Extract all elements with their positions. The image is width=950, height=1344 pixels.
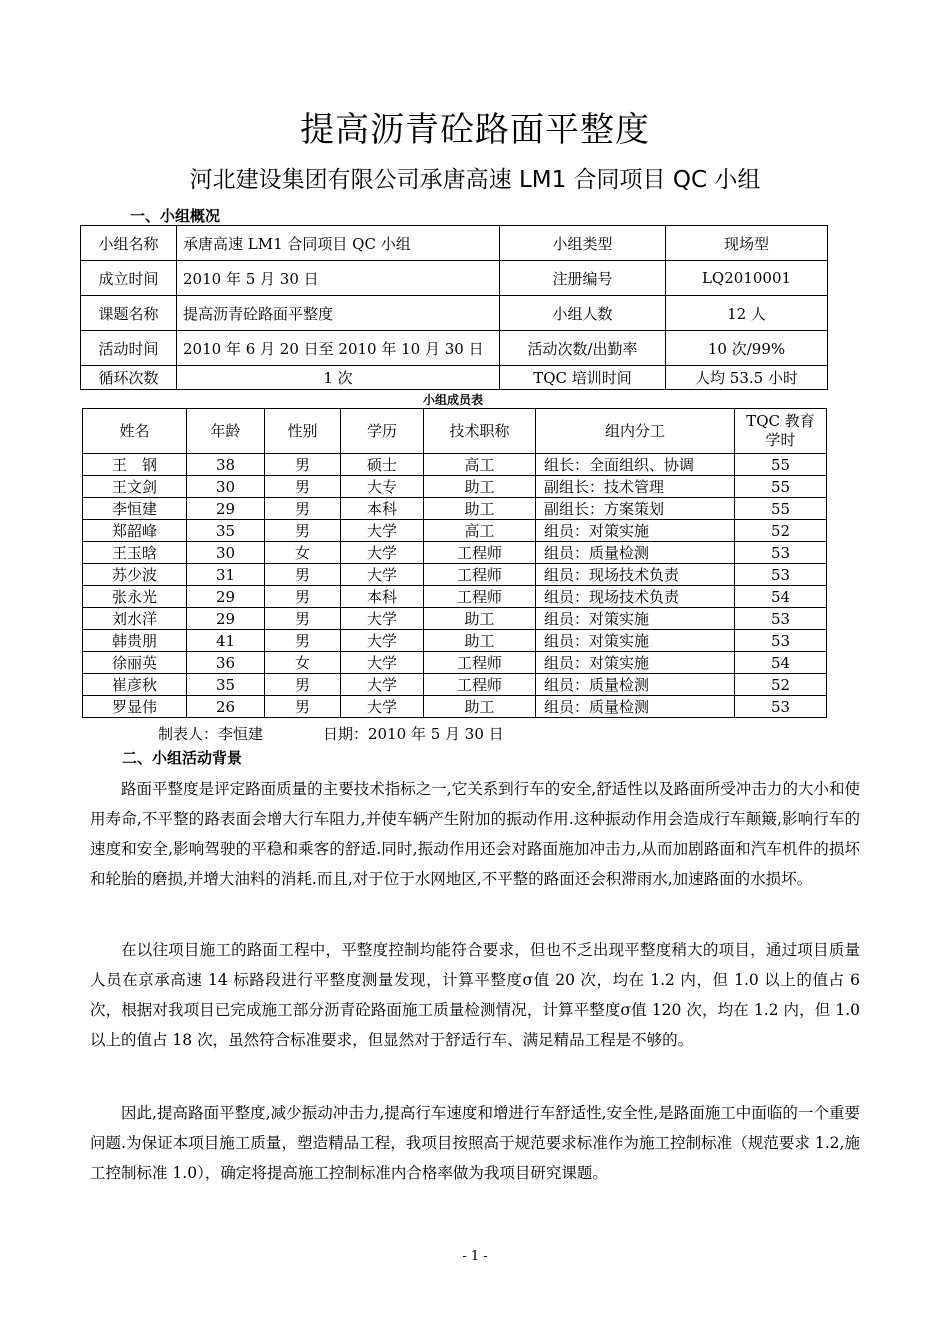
- member-row: [83, 630, 827, 652]
- members-table-caption: 小组成员表: [422, 393, 483, 407]
- header-tqc-line1: TQC 教育: [746, 412, 815, 430]
- member-row: [83, 696, 827, 718]
- member-gender: 男: [265, 586, 341, 608]
- period-label: 活动时间: [81, 331, 177, 366]
- member-age: 41: [187, 630, 265, 652]
- member-name: 李恒建: [83, 498, 187, 520]
- member-gender: 男: [265, 630, 341, 652]
- member-role: 组员：对策实施: [536, 630, 735, 652]
- member-name: 崔彦秋: [83, 674, 187, 696]
- member-age: 38: [187, 454, 265, 476]
- member-title: 工程师: [424, 542, 536, 564]
- member-tqc-hours: 55: [735, 476, 827, 498]
- member-role: 组员：对策实施: [536, 608, 735, 630]
- member-education: 大学: [341, 696, 424, 718]
- header-tqc-line2: 学时: [765, 431, 796, 449]
- section-heading-background: 二、小组活动背景: [122, 749, 243, 767]
- member-age: 35: [187, 674, 265, 696]
- member-role: 组员：质量检测: [536, 542, 735, 564]
- registration-value: LQ2010001: [666, 261, 828, 296]
- member-gender: 男: [265, 476, 341, 498]
- member-row: [83, 454, 827, 476]
- cycles-value: 1 次: [177, 366, 500, 390]
- member-role: 副组长：方案策划: [536, 498, 735, 520]
- member-age: 30: [187, 542, 265, 564]
- paragraph-2: 在以往项目施工的路面工程中，平整度控制均能符合要求，但也不乏出现平整度稍大的项目，通过项目质量人员在京承高速 14 标路段进行平整度测量发现，计算平整度σ值 20 次，均在 1.2 内，但 1.0 以上的值占 6 次，根据对我项目已完成施工部分沥青砼路面施工质量检测情况，计算平整度σ值 120 次，均在 1.2 内，但 1.0 以上的值占 18 次，虽然符合标准要求，但显然对于舒适行车、满足精品工程是不够的。: [90, 941, 860, 1049]
- activity-times-label: 活动次数/出勤率: [500, 331, 666, 366]
- member-row: [83, 674, 827, 696]
- member-education: 大学: [341, 564, 424, 586]
- member-gender: 男: [265, 608, 341, 630]
- member-role: 组员：对策实施: [536, 520, 735, 542]
- topic-value: 提高沥青砼路面平整度: [177, 296, 500, 331]
- member-age: 31: [187, 564, 265, 586]
- topic-label: 课题名称: [81, 296, 177, 331]
- member-role: 组员：现场技术负责: [536, 564, 735, 586]
- member-name: 张永光: [83, 586, 187, 608]
- header-education: 学历: [341, 409, 424, 454]
- member-row: [83, 476, 827, 498]
- member-tqc-hours: 53: [735, 608, 827, 630]
- member-name: 罗显伟: [83, 696, 187, 718]
- members-table: [82, 408, 827, 718]
- member-age: 29: [187, 586, 265, 608]
- member-age: 36: [187, 652, 265, 674]
- table-maker: 制表人：李恒建: [158, 725, 264, 743]
- member-title: 工程师: [424, 652, 536, 674]
- member-title: 助工: [424, 696, 536, 718]
- member-education: 大学: [341, 630, 424, 652]
- member-title: 高工: [424, 454, 536, 476]
- member-title: 工程师: [424, 586, 536, 608]
- member-row: [83, 652, 827, 674]
- member-tqc-hours: 53: [735, 696, 827, 718]
- member-education: 硕士: [341, 454, 424, 476]
- member-gender: 男: [265, 564, 341, 586]
- member-age: 30: [187, 476, 265, 498]
- member-gender: 男: [265, 674, 341, 696]
- member-education: 大专: [341, 476, 424, 498]
- document-title: 提高沥青砼路面平整度: [300, 110, 650, 150]
- member-tqc-hours: 52: [735, 674, 827, 696]
- member-count-value: 12 人: [666, 296, 828, 331]
- member-tqc-hours: 55: [735, 454, 827, 476]
- group-overview-table: [80, 225, 828, 390]
- member-name: 王 钢: [83, 454, 187, 476]
- member-count-label: 小组人数: [500, 296, 666, 331]
- page-number: - 1 -: [462, 1249, 488, 1264]
- member-role: 组员：现场技术负责: [536, 586, 735, 608]
- member-age: 35: [187, 520, 265, 542]
- member-gender: 女: [265, 652, 341, 674]
- member-row: [83, 542, 827, 564]
- cycles-label: 循环次数: [81, 366, 177, 390]
- header-role: 组内分工: [536, 409, 735, 454]
- tqc-training-label: TQC 培训时间: [500, 366, 666, 390]
- member-row: [83, 608, 827, 630]
- member-row: [83, 586, 827, 608]
- member-name: 苏少波: [83, 564, 187, 586]
- member-name: 韩贵朋: [83, 630, 187, 652]
- member-role: 组员：质量检测: [536, 674, 735, 696]
- member-title: 高工: [424, 520, 536, 542]
- member-tqc-hours: 55: [735, 498, 827, 520]
- member-title: 工程师: [424, 674, 536, 696]
- founded-label: 成立时间: [81, 261, 177, 296]
- member-gender: 男: [265, 454, 341, 476]
- activity-times-value: 10 次/99%: [666, 331, 828, 366]
- member-row: [83, 564, 827, 586]
- member-education: 大学: [341, 608, 424, 630]
- members-header-row: [83, 409, 827, 454]
- member-tqc-hours: 53: [735, 542, 827, 564]
- member-name: 郑韶峰: [83, 520, 187, 542]
- registration-label: 注册编号: [500, 261, 666, 296]
- member-education: 本科: [341, 586, 424, 608]
- member-tqc-hours: 53: [735, 630, 827, 652]
- member-name: 王玉晗: [83, 542, 187, 564]
- member-tqc-hours: 54: [735, 586, 827, 608]
- member-role: 组长：全面组织、协调: [536, 454, 735, 476]
- member-row: [83, 520, 827, 542]
- member-education: 大学: [341, 542, 424, 564]
- paragraph-3: 因此,提高路面平整度,减少振动冲击力,提高行车速度和增进行车舒适性,安全性,是路面施工中面临的一个重要问题.为保证本项目施工质量，塑造精品工程，我项目按照高于规范要求标准作为施工控制标准（规范要求 1.2,施工控制标准 1.0），确定将提高施工控制标准内合格率做为我项目研究课题。: [90, 1104, 860, 1182]
- member-title: 助工: [424, 630, 536, 652]
- group-type-value: 现场型: [666, 226, 828, 261]
- member-education: 大学: [341, 674, 424, 696]
- member-gender: 男: [265, 520, 341, 542]
- member-age: 26: [187, 696, 265, 718]
- member-name: 徐丽英: [83, 652, 187, 674]
- member-title: 助工: [424, 608, 536, 630]
- tqc-training-value: 人均 53.5 小时: [666, 366, 828, 390]
- table-footer: [158, 723, 504, 744]
- member-role: 组员：对策实施: [536, 652, 735, 674]
- member-age: 29: [187, 498, 265, 520]
- member-title: 工程师: [424, 564, 536, 586]
- member-name: 王文剑: [83, 476, 187, 498]
- member-education: 本科: [341, 498, 424, 520]
- member-title: 助工: [424, 498, 536, 520]
- member-row: [83, 498, 827, 520]
- member-role: 组员：质量检测: [536, 696, 735, 718]
- member-title: 助工: [424, 476, 536, 498]
- header-tqc-hours: [735, 409, 827, 454]
- member-age: 29: [187, 608, 265, 630]
- member-gender: 男: [265, 498, 341, 520]
- group-name-value: 承唐高速 LM1 合同项目 QC 小组: [177, 226, 500, 261]
- table-date: 日期：2010 年 5 月 30 日: [323, 725, 504, 743]
- header-name: 姓名: [83, 409, 187, 454]
- section-heading-overview: 一、小组概况: [130, 207, 221, 225]
- member-name: 刘水洋: [83, 608, 187, 630]
- member-gender: 男: [265, 696, 341, 718]
- header-gender: 性别: [265, 409, 341, 454]
- group-type-label: 小组类型: [500, 226, 666, 261]
- header-title: 技术职称: [424, 409, 536, 454]
- founded-value: 2010 年 5 月 30 日: [177, 261, 500, 296]
- member-education: 大学: [341, 652, 424, 674]
- header-age: 年龄: [187, 409, 265, 454]
- period-value: 2010 年 6 月 20 日至 2010 年 10 月 30 日: [177, 331, 500, 366]
- member-tqc-hours: 54: [735, 652, 827, 674]
- member-role: 副组长：技术管理: [536, 476, 735, 498]
- member-tqc-hours: 53: [735, 564, 827, 586]
- paragraph-1: 路面平整度是评定路面质量的主要技术指标之一,它关系到行车的安全,舒适性以及路面所受冲击力的大小和使用寿命,不平整的路表面会增大行车阻力,并使车辆产生附加的振动作用.这种振动作用会造成行车颠簸,影响行车的速度和安全,影响驾驶的平稳和乘客的舒适.同时,振动作用还会对路面施加冲击力,从而加剧路面和汽车机件的损坏和轮胎的磨损,并增大油料的消耗.而且,对于位于水网地区,不平整的路面还会积滞雨水,加速路面的水损坏。: [90, 780, 860, 888]
- group-name-label: 小组名称: [81, 226, 177, 261]
- member-tqc-hours: 52: [735, 520, 827, 542]
- member-education: 大学: [341, 520, 424, 542]
- member-gender: 女: [265, 542, 341, 564]
- document-subtitle: 河北建设集团有限公司承唐高速 LM1 合同项目 QC 小组: [189, 167, 761, 193]
